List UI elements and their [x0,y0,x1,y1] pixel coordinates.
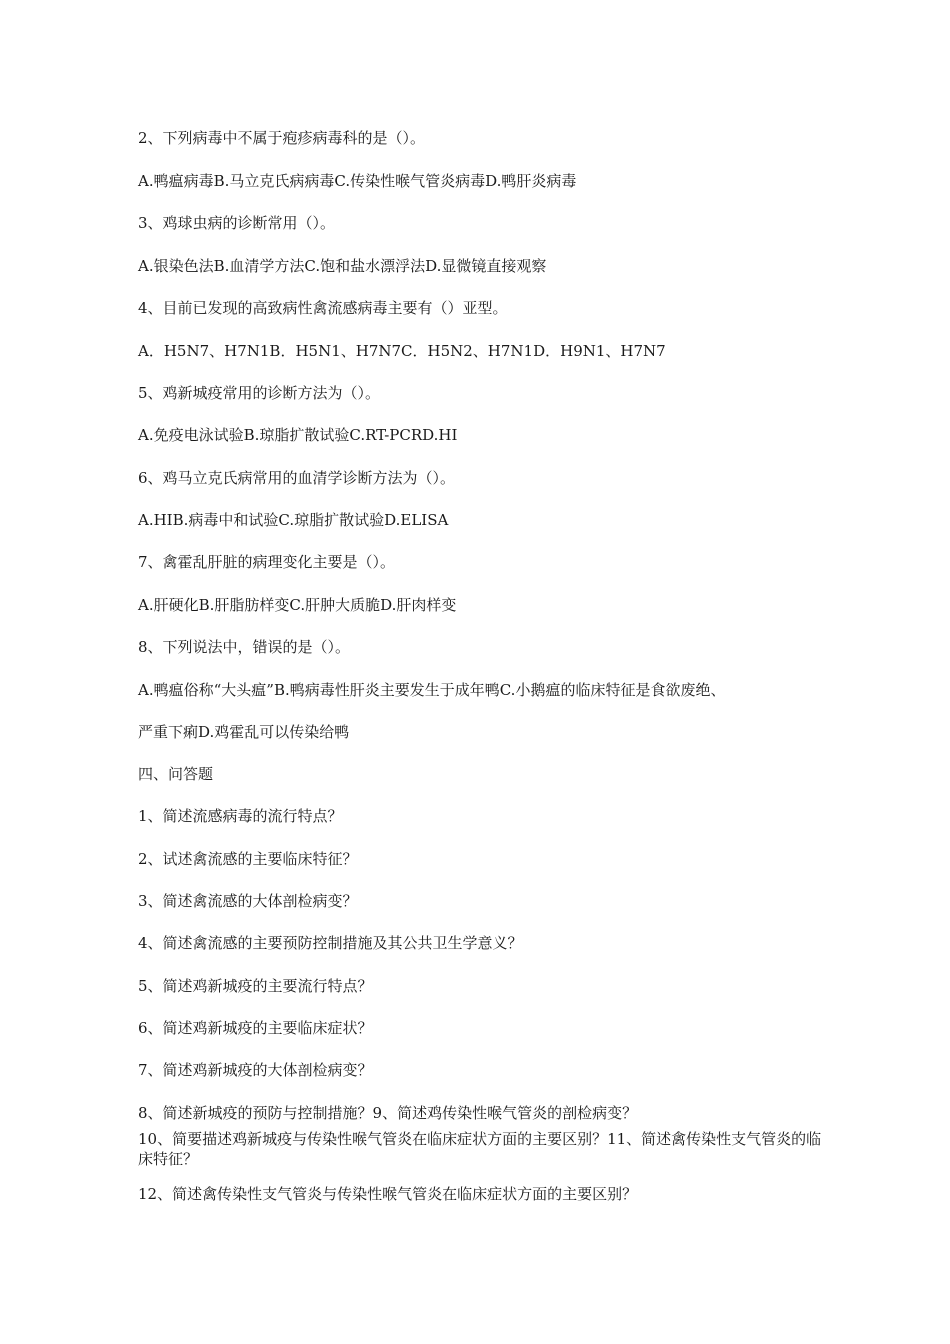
essay-question-7: 7、简述鸡新城疫的大体剖检病变？ [138,1061,373,1079]
question-5: 5、鸡新城疫常用的诊断方法为（）。 [138,384,381,402]
essay-question-8-9: 8、简述新城疫的预防与控制措施？9、简述鸡传染性喉气管炎的剖检病变？ [138,1104,638,1122]
essay-question-2: 2、试述禽流感的主要临床特征？ [138,850,358,868]
essay-question-3: 3、简述禽流感的大体剖检病变？ [138,892,358,910]
essay-question-1: 1、简述流感病毒的流行特点？ [138,807,343,825]
question-5-options: A.免疫电泳试验B.琼脂扩散试验C.RT-PCRD.HI [138,426,458,444]
question-8-options-line-1: A.鸭瘟俗称“大头瘟”B.鸭病毒性肝炎主要发生于成年鸭C.小鹅瘟的临床特征是食欲废绝、 [138,681,726,699]
question-8: 8、下列说法中，错误的是（）。 [138,638,351,656]
essay-question-5: 5、简述鸡新城疫的主要流行特点？ [138,977,373,995]
question-7: 7、禽霍乱肝脏的病理变化主要是（）。 [138,553,396,571]
essay-question-10-11: 10、简要描述鸡新城疫与传染性喉气管炎在临床症状方面的主要区别？11、简述禽传染性支气管炎的临床特征？ [138,1130,822,1168]
question-2-options: A.鸭瘟病毒B.马立克氏病病毒C.传染性喉气管炎病毒D.鸭肝炎病毒 [138,172,577,190]
question-6-options: A.HIB.病毒中和试验C.琼脂扩散试验D.ELISA [138,511,449,529]
essay-question-4: 4、简述禽流感的主要预防控制措施及其公共卫生学意义？ [138,934,523,952]
essay-question-6: 6、简述鸡新城疫的主要临床症状？ [138,1019,373,1037]
question-7-options: A.肝硬化B.肝脂肪样变C.肝肿大质脆D.肝肉样变 [138,596,457,614]
section-heading: 四、问答题 [138,765,214,783]
essay-question-12: 12、简述禽传染性支气管炎与传染性喉气管炎在临床症状方面的主要区别？ [138,1185,638,1203]
question-2: 2、下列病毒中不属于疱疹病毒科的是（）。 [138,129,426,147]
question-4-options: A．H5N7、H7N1B．H5N1、H7N7C．H5N2、H7N1D．H9N1、H7N7 [138,342,666,360]
question-8-options-line-2: 严重下痢D.鸡霍乱可以传染给鸭 [138,723,350,741]
question-6: 6、鸡马立克氏病常用的血清学诊断方法为（）。 [138,469,456,487]
question-3-options: A.银染色法B.血清学方法C.饱和盐水漂浮法D.显微镜直接观察 [138,257,547,275]
question-3: 3、鸡球虫病的诊断常用（）。 [138,214,336,232]
question-4: 4、目前已发现的高致病性禽流感病毒主要有（）亚型。 [138,299,508,317]
